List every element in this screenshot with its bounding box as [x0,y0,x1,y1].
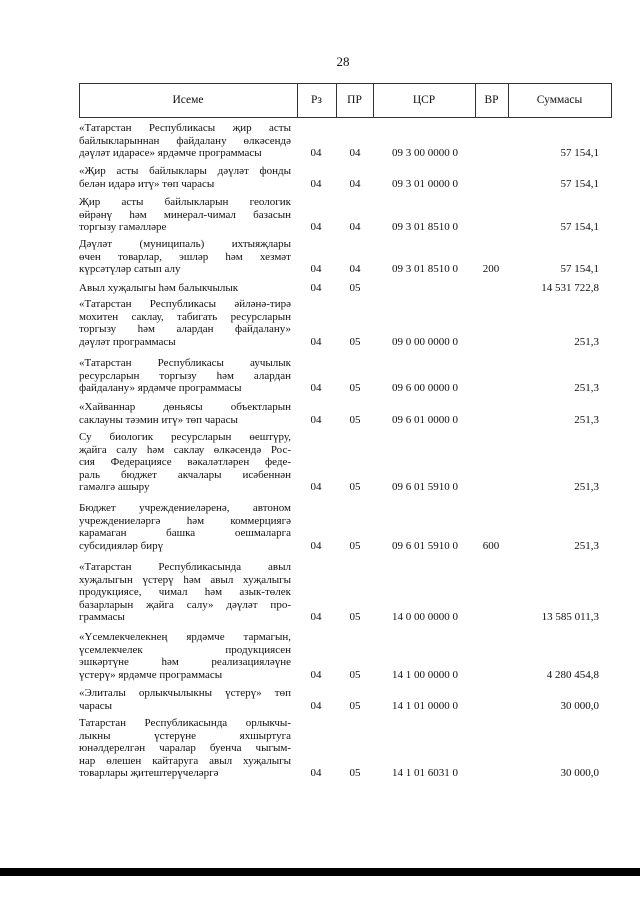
header-sum: Суммасы [536,94,583,106]
scan-bottom-bar [0,868,640,876]
row-pr: 04 [349,221,361,233]
row-name [79,282,291,295]
row-pr: 05 [349,699,361,712]
row-rz: 04 [310,263,322,275]
row-rz: 04 [310,335,322,348]
row-rz: 04 [310,221,322,233]
row-name-line: эшкәртүне һәм реализацияләүне [79,656,291,668]
row-name-line: үстерү» ярдәмче программасы [79,668,223,681]
row-sum: 251,3 [574,539,599,552]
row-name [79,561,291,624]
row-name-line: файдалану» ярдәмче программасы [79,382,242,394]
row-name [79,238,291,276]
header-bottom-border [79,117,612,118]
row-name [79,196,291,234]
row-name-line: «Татарстан Республикасы җир асты [79,122,291,134]
row-name-line: субсидияләр бирү [79,539,164,552]
row-csr: 09 3 01 8510 0 [392,221,458,233]
row-sum: 57 154,1 [560,263,599,275]
row-rz: 04 [310,147,322,159]
row-sum: 251,3 [574,413,599,426]
row-name-line: өйрәнү һәм минерал-чимал базасын [79,208,291,221]
row-rz: 04 [310,413,322,426]
row-name-line: белән идарә итү» төп чарасы [79,177,215,190]
row-name-line: дәүләт программасы [79,335,176,348]
row-csr: 14 1 01 0000 0 [392,699,458,712]
row-name-line: күрсәтүләр сатып алу [79,263,181,275]
row-vr: 600 [482,539,500,552]
row-name-line: юнәлдерелгән чаралар буенча чыгым- [79,742,291,754]
page-number: 28 [336,54,350,69]
row-name-line: учреждениеләргә һәм коммерциягә [79,514,291,527]
row-name-line: Авыл хуҗалыгы һәм балыкчылык [79,282,239,294]
row-name [79,502,291,552]
row-sum: 251,3 [574,335,599,348]
row-name-line: ресурсларын торгызу һәм алардан [79,369,291,382]
row-csr: 14 0 00 0000 0 [392,611,458,623]
row-name-line: үсемлекчелек продукциясен [79,643,291,656]
row-name [79,122,291,160]
row-pr: 04 [349,263,361,275]
row-sum: 13 585 011,3 [541,611,599,623]
row-name-line: Җир асты байлыкларын геологик [79,196,291,208]
header-rz: Рз [311,94,322,106]
row-sum: 57 154,1 [560,221,599,233]
row-rz: 04 [310,382,322,394]
row-pr: 05 [349,413,361,426]
row-name-line: өчен товарлар, эшләр һәм хезмәт [79,250,291,263]
row-name-line: «Элиталы орлыкчылыкны үстерү» төп [79,687,291,699]
row-name-line: «Татарстан Республикасы аучылык [79,357,291,369]
header-divider [611,83,612,118]
row-pr: 05 [349,335,361,348]
row-rz: 04 [310,282,322,294]
row-pr: 05 [349,668,361,681]
header-vr: ВР [484,94,499,106]
row-rz: 04 [310,668,322,681]
row-name-line: лыкны үстерүне яхшыртуга [79,729,291,742]
row-vr: 200 [482,263,500,275]
row-pr: 05 [349,767,361,779]
row-csr: 09 3 01 8510 0 [392,263,458,275]
row-name-line: чарасы [79,699,113,712]
row-sum: 14 531 722,8 [541,282,599,294]
row-name-line: торгызу гамәлләре [79,221,167,233]
row-csr: 09 6 01 5910 0 [392,539,458,552]
row-name-line: гамәлгә ашыру [79,481,150,493]
row-rz: 04 [310,699,322,712]
row-rz: 04 [310,177,322,190]
row-csr: 09 3 01 0000 0 [392,177,458,190]
row-rz: 04 [310,539,322,552]
row-sum: 4 280 454,8 [546,668,599,681]
row-name-line: нар өлешен кайтаруга авыл хуҗалыгы [79,754,291,767]
header-name: Исеме [172,94,204,106]
row-name-line: җайга салу һәм саклау өлкәсендә Рос- [79,443,291,456]
row-name [79,401,291,426]
row-csr: 09 6 01 5910 0 [392,481,458,493]
row-pr: 04 [349,147,361,159]
row-sum: 30 000,0 [560,699,599,712]
row-name-line: «Татарстан Республикасы әйләнә-тирә [79,298,291,310]
row-csr: 14 1 01 6031 0 [392,767,458,779]
row-name-line: «Татарстан Республикасында авыл [79,561,291,573]
row-name-line: карамаган башка оешмаларга [79,527,291,539]
row-sum: 57 154,1 [560,147,599,159]
row-pr: 04 [349,177,361,190]
row-name-line: мохитен саклау, табигать ресурсларын [79,310,291,323]
row-name-line: дәүләт идарәсе» ярдәмче программасы [79,147,262,159]
row-sum: 57 154,1 [560,177,599,190]
row-name [79,165,291,190]
row-name [79,298,291,348]
row-csr: 14 1 00 0000 0 [392,668,458,681]
row-name-line: граммасы [79,611,125,623]
row-name-line: торгызу һәм алардан файдалану» [79,323,291,335]
row-name-line: товарлары җитештерүчеләргә [79,767,219,779]
row-rz: 04 [310,481,322,493]
row-name-line: байлыкларыннан файдалану өлкәсендә [79,134,291,147]
row-csr: 09 0 00 0000 0 [392,335,458,348]
row-name-line: «Хайваннар дөньясы объектларын [79,401,291,413]
row-name-line: «Үсемлекчелекнең ярдәмче тармагын, [79,631,291,643]
row-name-line: Су биологик ресурсларын өештүру, [79,431,291,443]
row-name-line: «Җир асты байлыклары дәүләт фонды [79,165,291,177]
row-pr: 05 [349,539,361,552]
row-sum: 251,3 [574,481,599,493]
row-name [79,717,291,780]
row-name [79,687,291,712]
row-name-line: базарларын җайга салу» дәүләт про- [79,598,291,611]
row-rz: 04 [310,611,322,623]
header-pr: ПР [347,94,362,106]
row-csr: 09 3 00 0000 0 [392,147,458,159]
header-csr: ЦСР [412,94,436,106]
row-pr: 05 [349,382,361,394]
row-name-line: раль бюджет акчалары исәбеннән [79,468,291,481]
row-name [79,431,291,494]
row-name [79,357,291,395]
row-rz: 04 [310,767,322,779]
row-pr: 05 [349,481,361,493]
row-sum: 30 000,0 [560,767,599,779]
row-name-line: продукциясе, чимал һәм азык-төлек [79,586,291,598]
row-sum: 251,3 [574,382,599,394]
row-pr: 05 [349,611,361,623]
row-name-line: хуҗалыгын үстерү һәм авыл хуҗалыгы [79,573,291,586]
row-pr: 05 [349,282,361,294]
row-name-line: сия Федерациясе вәкаләтләрен феде- [79,456,291,468]
row-name-line: Дәүләт (муниципаль) ихтыяҗлары [79,238,291,250]
row-name [79,631,291,681]
row-name-line: саклауны тәэмин итү» төп чарасы [79,413,238,426]
row-csr: 09 6 01 0000 0 [392,413,458,426]
row-name-line: Татарстан Республикасында орлыкчы- [79,717,291,729]
row-csr: 09 6 00 0000 0 [392,382,458,394]
row-name-line: Бюджет учреждениеләренә, автоном [79,502,291,514]
